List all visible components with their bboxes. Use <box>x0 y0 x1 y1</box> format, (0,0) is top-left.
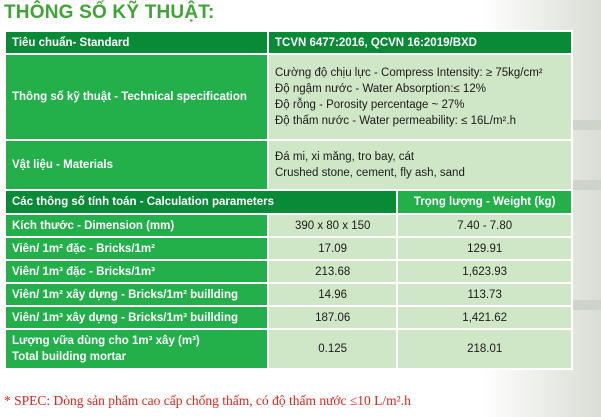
materials-row <box>5 140 572 190</box>
calc-header-label: Các thông số tính toán - Calculation parameters <box>5 190 397 214</box>
technical-line: Độ ngậm nước - Water Absorption:≤ 12% <box>274 83 486 95</box>
table-row <box>5 260 572 283</box>
materials-line: Đá mi, xi măng, tro bay, cát <box>274 151 415 163</box>
table-row <box>5 237 572 260</box>
table-row <box>5 214 572 237</box>
materials-label: Vật liệu - Materials <box>5 140 268 190</box>
mortar-label <box>5 329 268 369</box>
standard-row <box>5 31 572 54</box>
mortar-weight: 218.01 <box>397 329 572 369</box>
technical-line: Độ thấm nước - Water permeability: ≤ 16L/m².h <box>274 115 516 127</box>
mortar-row <box>5 329 572 369</box>
row-weight: 113.73 <box>397 283 572 306</box>
row-value: 187.06 <box>268 306 397 329</box>
materials-line: Crushed stone, cement, fly ash, sand <box>274 167 465 179</box>
row-value: 213.68 <box>268 260 397 283</box>
row-label: Viên/ 1m² xây dựng - Bricks/1m² buillding <box>5 283 268 306</box>
standard-label: Tiêu chuẩn- Standard <box>5 31 268 54</box>
page-title: THÔNG SỐ KỸ THUẬT: <box>4 2 215 23</box>
technical-line: Độ rỗng - Porosity percentage ~ 27% <box>274 99 465 111</box>
mortar-label-en: Total building mortar <box>12 351 127 363</box>
technical-row <box>5 54 572 140</box>
row-label: Viên/ 1m³ đặc - Bricks/1m³ <box>5 260 268 283</box>
technical-values <box>268 54 572 140</box>
row-weight: 7.40 - 7.80 <box>397 214 572 237</box>
row-label: Viên/ 1m² đặc - Bricks/1m² <box>5 237 268 260</box>
table-row <box>5 283 572 306</box>
mortar-label-vi: Lượng vữa dùng cho 1m³ xây (m³) <box>12 335 200 347</box>
row-weight: 129.91 <box>397 237 572 260</box>
spec-table <box>4 30 573 370</box>
row-value: 14.96 <box>268 283 397 306</box>
materials-values <box>268 140 572 190</box>
technical-label: Thông số kỹ thuật - Technical specification <box>5 54 268 140</box>
row-value: 390 x 80 x 150 <box>268 214 397 237</box>
row-value: 17.09 <box>268 237 397 260</box>
row-weight: 1,421.62 <box>397 306 572 329</box>
weight-header: Trọng lượng - Weight (kg) <box>397 190 572 214</box>
mortar-value: 0.125 <box>268 329 397 369</box>
calc-header-row <box>5 190 572 214</box>
standard-value: TCVN 6477:2016, QCVN 16:2019/BXD <box>268 31 572 54</box>
spec-note: * SPEC: Dòng sản phẩm cao cấp chống thấm, có độ thấm nước ≤10 L/m².h <box>4 393 411 408</box>
row-label: Viên/ 1m³ xây dựng - Bricks/1m³ buillding <box>5 306 268 329</box>
row-label: Kích thước - Dimension (mm) <box>5 214 268 237</box>
row-weight: 1,623.93 <box>397 260 572 283</box>
table-row <box>5 306 572 329</box>
technical-line: Cường độ chịu lực - Compress Intensity: ≥ 75kg/cm² <box>274 67 543 79</box>
